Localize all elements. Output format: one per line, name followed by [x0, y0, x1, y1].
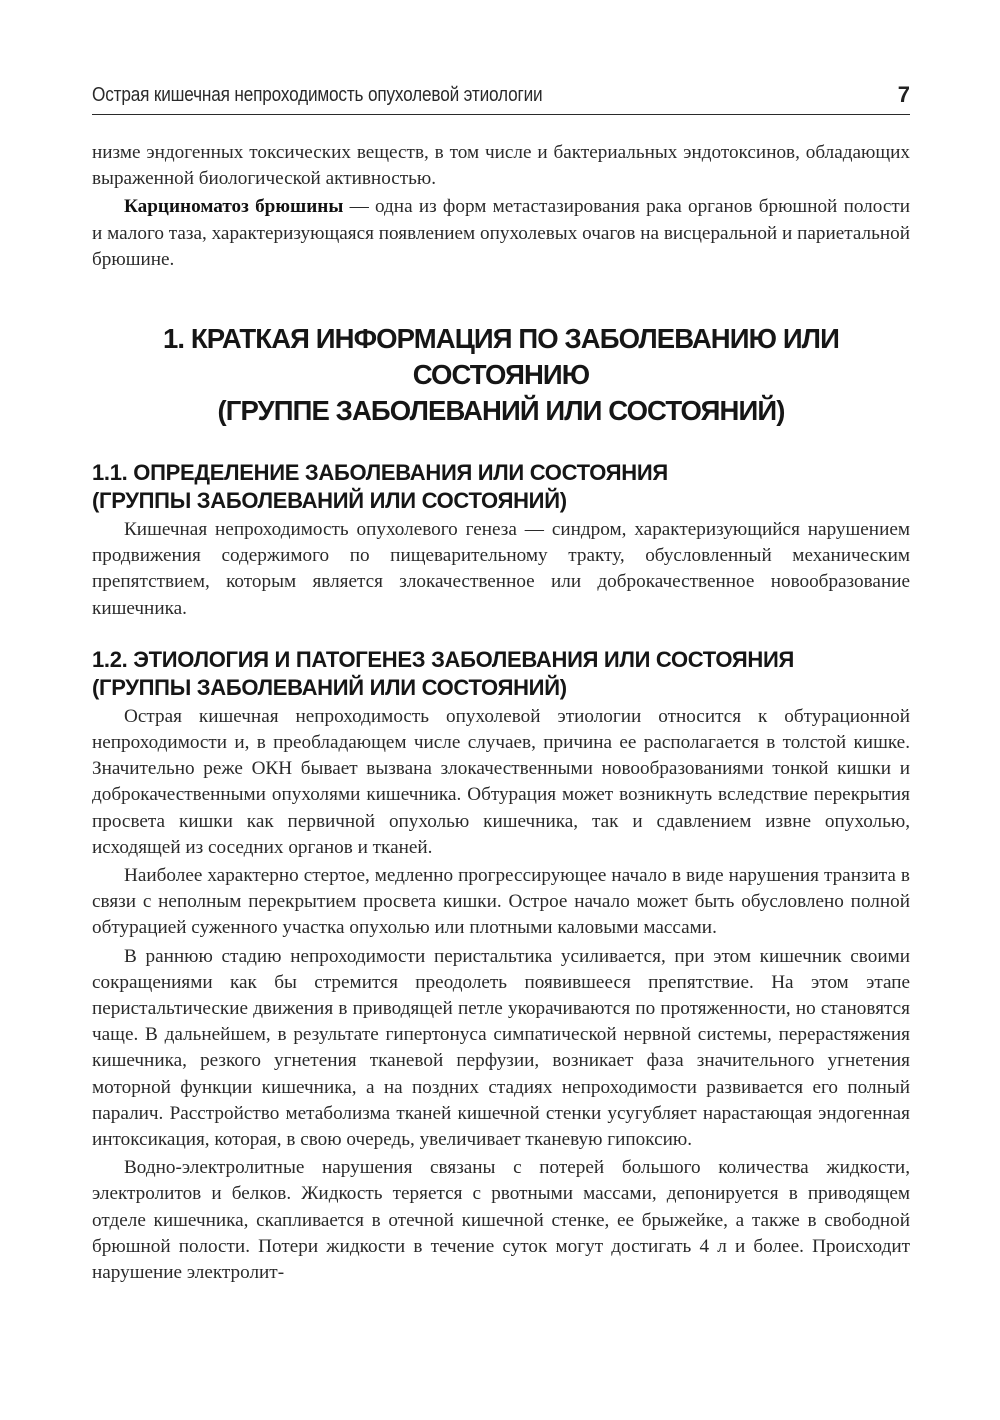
page-body — [92, 140, 910, 1286]
definition-paragraph: Кишечная непроходимость опухолевого генеза — синдром, характеризующийся нарушением продвижения содержимого по пищеварительному тракту, обусловленный механическим препятствием, которым является злокачественное или доброкачественное новообразование кишечника. — [92, 519, 910, 619]
running-title: Острая кишечная непроходимость опухолевой этиологии — [92, 84, 543, 106]
section-1-title-line-2: (ГРУППЕ ЗАБОЛЕВАНИЙ ИЛИ СОСТОЯНИЙ) — [217, 395, 785, 427]
etiology-paragraph-2: Наиболее характерно стертое, медленно прогрессирующее начало в виде нарушения транзита в связи с неполным перекрытием просвета кишки. Острое начало может быть обусловлено полной обтурацией суженного участка опухолью или плотными каловыми массами. — [92, 865, 910, 939]
section-1-title-line-1: 1. КРАТКАЯ ИНФОРМАЦИЯ ПО ЗАБОЛЕВАНИЮ ИЛИ СОСТОЯНИЮ — [163, 323, 839, 391]
subsection-1-1-title-line-2: (ГРУППЫ ЗАБОЛЕВАНИЙ ИЛИ СОСТОЯНИЙ) — [92, 488, 567, 514]
subsection-1-2-title-line-2: (ГРУППЫ ЗАБОЛЕВАНИЙ ИЛИ СОСТОЯНИЙ) — [92, 674, 567, 700]
subsection-1-2-title — [92, 646, 910, 702]
subsection-1-2-title-line-1: 1.2. ЭТИОЛОГИЯ И ПАТОГЕНЕЗ ЗАБОЛЕВАНИЯ ИЛИ СОСТОЯНИЯ — [92, 646, 795, 672]
term-definition: — одна из форм метастазирования рака органов брюшной полости и малого таза, характеризующаяся появлением опухолевых очагов на висцеральной и париетальной брюшине. — [92, 196, 910, 270]
section-1-title — [92, 321, 910, 429]
term-paragraph — [92, 194, 910, 273]
etiology-paragraph-4: Водно-электролитные нарушения связаны с потерей большого количества жидкости, электролитов и белков. Жидкость теряется с рвотными массами, депонируется в приводящем отделе кишечника, скапливается в отечной кишечной стенке, ее брыжейке, а также в свободной брюшной полости. Потери жидкости в течение суток могут достигать 4 л и более. Происходит нарушение электролит- — [92, 1157, 910, 1284]
term-carcinomatosis: Карциноматоз брюшины — [124, 196, 344, 218]
subsection-1-1-title-line-1: 1.1. ОПРЕДЕЛЕНИЕ ЗАБОЛЕВАНИЯ ИЛИ СОСТОЯНИЯ — [92, 460, 668, 486]
subsection-1-1-title — [92, 459, 910, 515]
etiology-paragraph-1: Острая кишечная непроходимость опухолевой этиологии относится к обтурационной непроходимости и, в преобладающем числе случаев, причина ее располагается в толстой кишке. Значительно реже ОКН бывает вызвана злокачественными новообразованиями тонкой кишки и доброкачественными опухолями кишечника. Обтурация может возникнуть вследствие перекрытия просвета кишки как первичной опухолью кишечника, так и сдавлением извне опухолью, исходящей из соседних органов и тканей. — [92, 705, 910, 858]
continuation-paragraph: низме эндогенных токсических веществ, в том числе и бактериальных эндотоксинов, обладающих выраженной биологической активностью. — [92, 142, 910, 190]
running-header — [92, 84, 910, 115]
page-number: 7 — [897, 82, 910, 107]
etiology-paragraph-3: В раннюю стадию непроходимости перистальтика усиливается, при этом кишечник своими сокращениями как бы стремится преодолеть появившееся препятствие. На этом этапе перистальтические движения в приводящей петле укорачиваются по протяженности, но становятся чаще. В дальнейшем, в результате гипертонуса симпатической нервной системы, перерастяжения кишечника, резкого угнетения тканевой перфузии, возникает фаза значительного угнетения моторной функции кишечника, а на поздних стадиях непроходимости развивается его полный паралич. Расстройство метаболизма тканей кишечной стенки усугубляет нарастающая эндогенная интоксикация, которая, в свою очередь, увеличивает тканевую гипоксию. — [92, 945, 910, 1151]
